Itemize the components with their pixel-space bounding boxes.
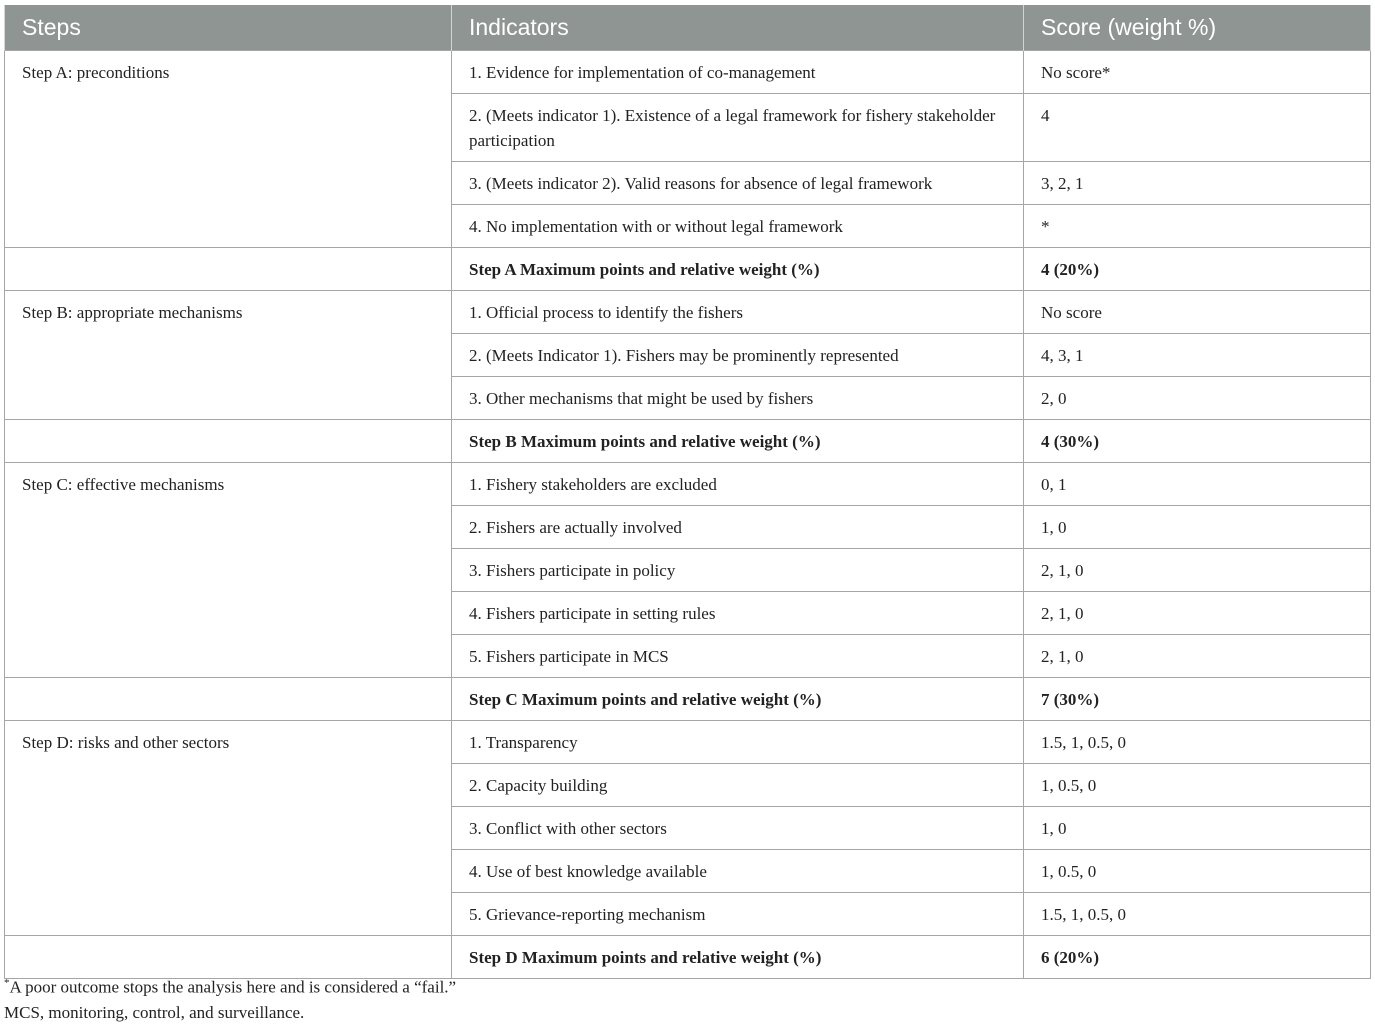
scoring-table-container xyxy=(4,5,1370,979)
summary-value: 4 (30%) xyxy=(1024,420,1371,463)
score-cell: 1, 0 xyxy=(1024,807,1371,850)
indicator-cell: 1. Fishery stakeholders are excluded xyxy=(452,463,1024,506)
indicator-cell: 4. No implementation with or without legal framework xyxy=(452,205,1024,248)
summary-empty-cell xyxy=(5,248,452,291)
table-row xyxy=(5,463,1371,506)
header-steps: Steps xyxy=(5,5,452,51)
score-cell: 1.5, 1, 0.5, 0 xyxy=(1024,721,1371,764)
score-cell: 0, 1 xyxy=(1024,463,1371,506)
indicator-cell: 1. Evidence for implementation of co-management xyxy=(452,51,1024,94)
table-row xyxy=(5,51,1371,94)
score-cell: 4 xyxy=(1024,94,1371,162)
summary-row xyxy=(5,248,1371,291)
indicator-cell: 3. Conflict with other sectors xyxy=(452,807,1024,850)
table-footnotes xyxy=(4,971,456,1025)
step-b-label: Step B: appropriate mechanisms xyxy=(5,291,452,420)
step-a-label: Step A: preconditions xyxy=(5,51,452,248)
indicator-cell: 2. Fishers are actually involved xyxy=(452,506,1024,549)
summary-empty-cell xyxy=(5,678,452,721)
summary-row xyxy=(5,678,1371,721)
score-cell: 2, 0 xyxy=(1024,377,1371,420)
score-cell: 1, 0 xyxy=(1024,506,1371,549)
score-cell: 2, 1, 0 xyxy=(1024,635,1371,678)
footnote-asterisk xyxy=(4,971,456,1000)
score-cell: * xyxy=(1024,205,1371,248)
score-cell: 4, 3, 1 xyxy=(1024,334,1371,377)
summary-label: Step C Maximum points and relative weight (%) xyxy=(452,678,1024,721)
table-row xyxy=(5,721,1371,764)
table-header-row xyxy=(5,5,1371,51)
indicator-cell: 3. Fishers participate in policy xyxy=(452,549,1024,592)
summary-label: Step A Maximum points and relative weight (%) xyxy=(452,248,1024,291)
scoring-table xyxy=(4,5,1371,979)
footnote-abbreviation: MCS, monitoring, control, and surveillance. xyxy=(4,1002,305,1022)
indicator-cell: 4. Fishers participate in setting rules xyxy=(452,592,1024,635)
score-cell: 1, 0.5, 0 xyxy=(1024,850,1371,893)
score-cell: 1.5, 1, 0.5, 0 xyxy=(1024,893,1371,936)
footnote-marker: * xyxy=(4,977,10,989)
indicator-cell: 2. Capacity building xyxy=(452,764,1024,807)
indicator-cell: 1. Transparency xyxy=(452,721,1024,764)
footnote-asterisk-text: A poor outcome stops the analysis here and is considered a “fail.” xyxy=(9,977,457,997)
score-cell: 2, 1, 0 xyxy=(1024,549,1371,592)
indicator-cell: 3. (Meets indicator 2). Valid reasons for absence of legal framework xyxy=(452,162,1024,205)
score-cell: 2, 1, 0 xyxy=(1024,592,1371,635)
summary-label: Step B Maximum points and relative weight (%) xyxy=(452,420,1024,463)
summary-value: 7 (30%) xyxy=(1024,678,1371,721)
header-indicators: Indicators xyxy=(452,5,1024,51)
step-c-label: Step C: effective mechanisms xyxy=(5,463,452,678)
header-score: Score (weight %) xyxy=(1024,5,1371,51)
score-cell: 3, 2, 1 xyxy=(1024,162,1371,205)
indicator-cell: 4. Use of best knowledge available xyxy=(452,850,1024,893)
summary-empty-cell xyxy=(5,420,452,463)
indicator-cell: 1. Official process to identify the fishers xyxy=(452,291,1024,334)
indicator-cell: 5. Grievance-reporting mechanism xyxy=(452,893,1024,936)
summary-value: 6 (20%) xyxy=(1024,936,1371,979)
summary-row xyxy=(5,420,1371,463)
summary-label: Step D Maximum points and relative weight (%) xyxy=(452,936,1024,979)
summary-value: 4 (20%) xyxy=(1024,248,1371,291)
score-cell: No score* xyxy=(1024,51,1371,94)
indicator-cell: 3. Other mechanisms that might be used by fishers xyxy=(452,377,1024,420)
indicator-cell: 2. (Meets indicator 1). Existence of a legal framework for fishery stakeholder participation xyxy=(452,94,1024,162)
step-d-label: Step D: risks and other sectors xyxy=(5,721,452,936)
indicator-cell: 2. (Meets Indicator 1). Fishers may be prominently represented xyxy=(452,334,1024,377)
table-row xyxy=(5,291,1371,334)
score-cell: No score xyxy=(1024,291,1371,334)
score-cell: 1, 0.5, 0 xyxy=(1024,764,1371,807)
indicator-cell: 5. Fishers participate in MCS xyxy=(452,635,1024,678)
